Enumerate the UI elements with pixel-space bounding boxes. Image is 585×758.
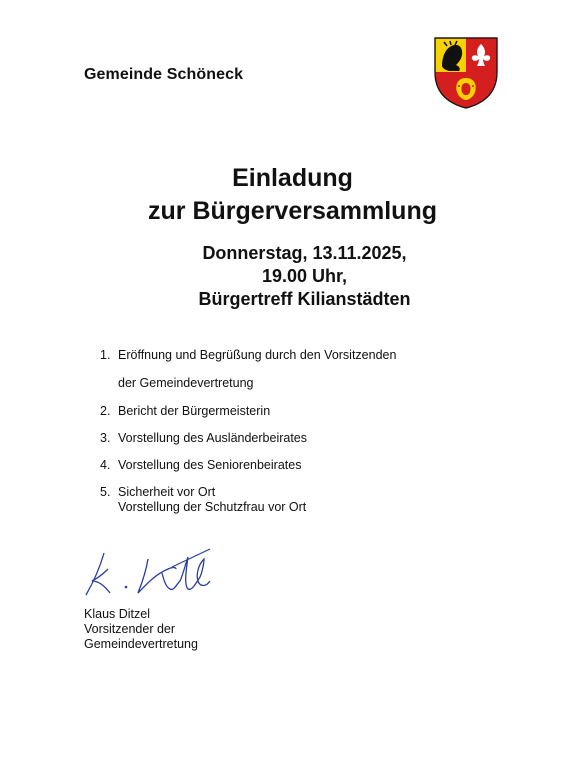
agenda-number: 3.	[100, 431, 111, 445]
event-time: 19.00 Uhr,	[261, 266, 348, 286]
agenda-text-line: Bericht der Bürgermeisterin	[118, 404, 271, 418]
agenda-text-line: Vorstellung der Schutzfrau vor Ort	[118, 500, 307, 514]
title-line-2: zur Bürgerversammlung	[148, 197, 437, 225]
agenda-text-line: der Gemeindevertretung	[118, 376, 254, 390]
agenda-text-line: Vorstellung des Ausländerbeirates	[118, 431, 308, 445]
agenda-text-line: Eröffnung und Begrüßung durch den Vorsitzenden	[118, 348, 397, 362]
agenda-number: 1.	[100, 348, 111, 362]
agenda-number: 5.	[100, 485, 111, 499]
signer-role-line-2: Gemeindevertretung	[84, 637, 198, 651]
coat-of-arms-icon	[431, 34, 501, 110]
agenda-number: 4.	[100, 458, 111, 472]
signer-block	[84, 607, 198, 652]
title-line-1: Einladung	[232, 164, 353, 192]
agenda-text-line: Sicherheit vor Ort	[118, 485, 216, 499]
event-location: Bürgertreff Kilianstädten	[198, 289, 411, 309]
agenda-text-line: Vorstellung des Seniorenbeirates	[118, 458, 302, 472]
agenda-number: 2.	[100, 404, 111, 418]
event-date: Donnerstag, 13.11.2025,	[202, 243, 407, 263]
signer-name: Klaus Ditzel	[84, 607, 150, 621]
signer-role-line-1: Vorsitzender der	[84, 622, 176, 636]
municipality-name: Gemeinde Schöneck	[84, 66, 244, 83]
handwritten-signature	[84, 545, 214, 600]
